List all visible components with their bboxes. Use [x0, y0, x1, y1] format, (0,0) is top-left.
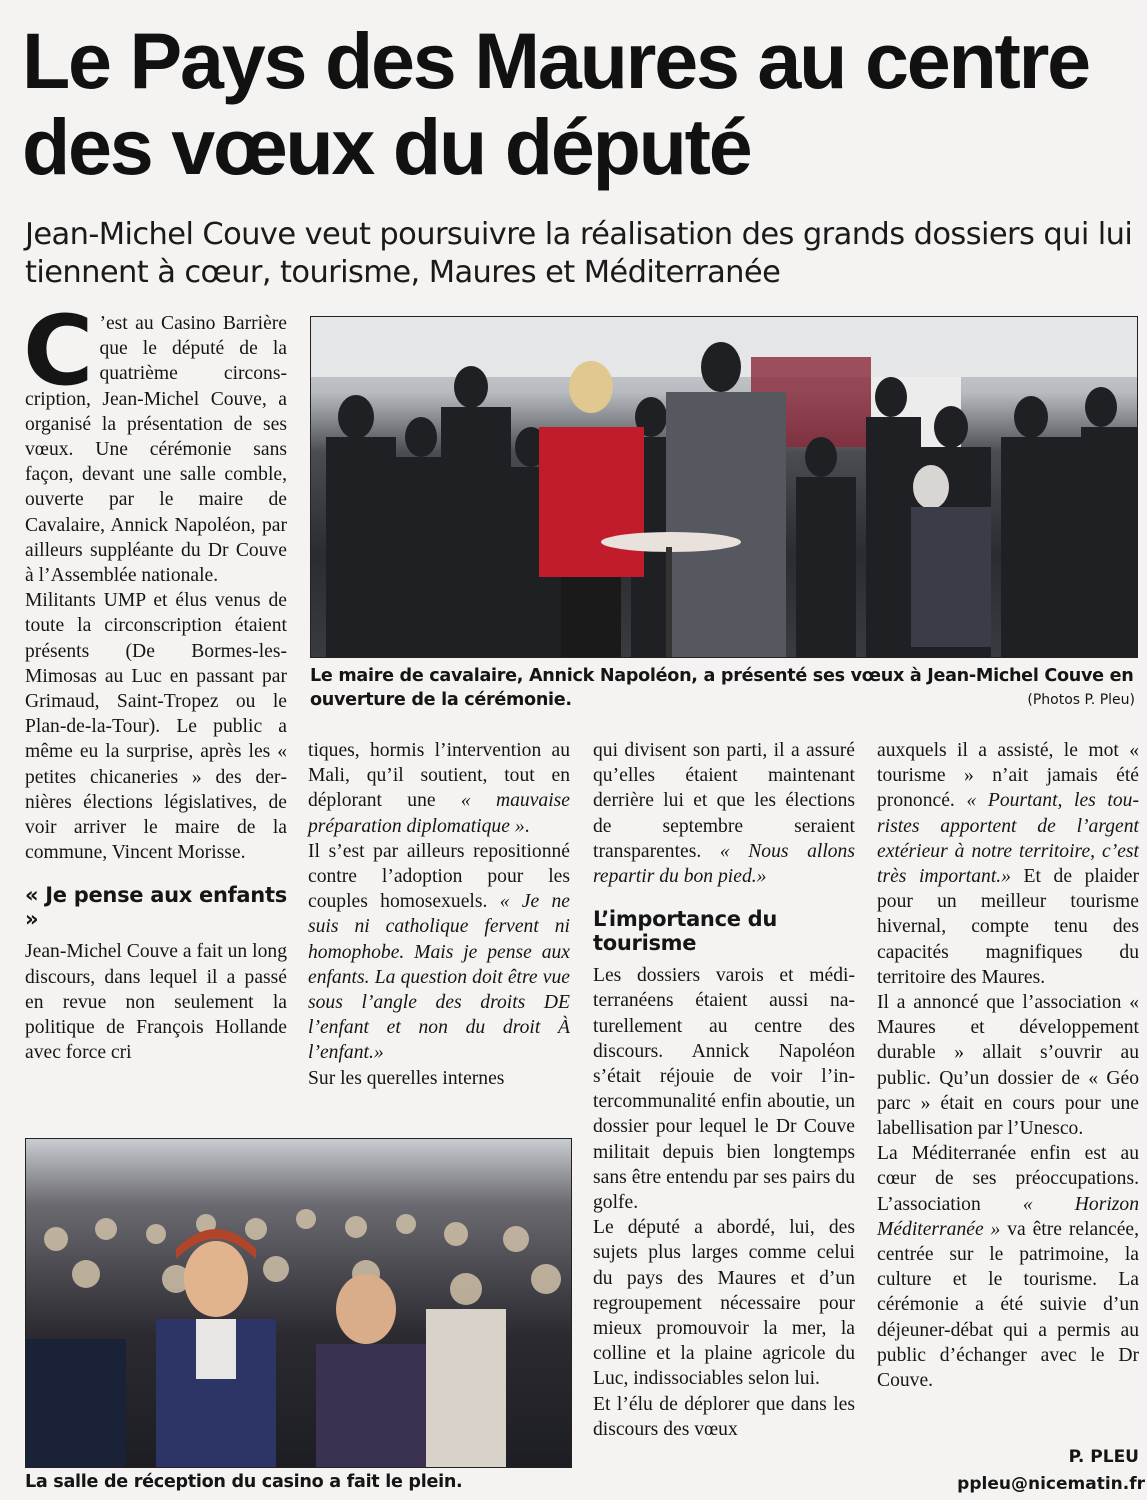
- body-paragraph: [593, 1392, 855, 1442]
- body-paragraph: [593, 963, 855, 1215]
- column-4: [877, 738, 1139, 1393]
- byline-author: P. PLEU: [1068, 1447, 1139, 1467]
- section-heading: « Je pense aux enfants »: [25, 883, 287, 932]
- column-3: [593, 738, 855, 1442]
- photo-ceremony: [310, 316, 1138, 658]
- column-2: [308, 738, 570, 1091]
- byline: [877, 1445, 1145, 1498]
- photo-room-caption: La salle de réception du casino a fait le plein.: [25, 1472, 463, 1492]
- body-paragraph: [308, 1066, 570, 1091]
- photo-ceremony-image: [311, 317, 1137, 657]
- text-run: .: [524, 815, 530, 837]
- photo-credit: (Photos P. Pleu): [1027, 692, 1135, 708]
- photo-ceremony-caption: Le maire de cavalaire, Annick Napoléon, a présenté ses vœux à Jean-Michel Couve en ouverture de la cérémonie.: [310, 666, 1134, 710]
- text-run: Il a annoncé que l’association « Maures et développement durable » allait s’ouvrir au public. Qu’un dossier de « Géo parc » était en cours pour une labellisation par l’Unesco.: [877, 992, 1139, 1140]
- body-paragraph: [23, 295, 287, 588]
- body-paragraph: [877, 1141, 1139, 1393]
- headline-line-1: Le Pays des Maures au centre: [22, 16, 1089, 105]
- subheadline: Jean-Michel Couve veut poursuivre la réalisation des grands dossiers qui lui tiennent à cœur, tourisme, Maures et Méditerranée: [25, 217, 1133, 290]
- column-1: [23, 295, 287, 1065]
- text-run: ’est au Casino Barrière que le député de la quatrième circonscription, Jean-Michel Couve, a organisé la présentation de ses vœux. Une cérémonie sans façon, devant une salle comble, ouverte par le maire de Cavalaire, Annick Napoléon, par ailleurs suppléante du Dr Couve à l’Assemblée nationale.: [25, 313, 287, 587]
- body-paragraph: [25, 588, 287, 865]
- body-paragraph: [593, 738, 855, 889]
- body-paragraph: [877, 738, 1139, 990]
- body-paragraph: [308, 738, 570, 839]
- headline-line-2: des vœux du député: [22, 102, 751, 191]
- text-run: Et de plaider pour un meilleur tourisme hivernal, compte tenu des capacités magnifiques du territoire des Maures.: [877, 866, 1139, 988]
- photo-room: [25, 1138, 572, 1468]
- body-paragraph: [593, 1215, 855, 1391]
- drop-cap: C: [23, 295, 94, 407]
- text-run: qui divisent son parti, il a assuré qu’elles étaient maintenant derrière lui et que les élections de septembre seraient transparentes.: [593, 740, 855, 862]
- text-run: Sur les querelles internes: [308, 1067, 505, 1089]
- text-run: Militants UMP et élus venus de toute la circonscription étaient présents (De Bormes-les-Mimosas au Luc en passant par Grimaud, Saint-Tropez ou le Plan-de-la-Tour). Le public a même eu la surprise, après les « petites chicaneries » des dernières élections législatives, de voir arriver le maire de la commune, Vincent Morisse.: [25, 590, 287, 864]
- text-run: Les dossiers varois et méditerranéens étaient aussi naturellement au centre des discours. Annick Napoléon s’était réjouie de voir l’intercommunalité enfin aboutie, un dossier pour lequel le Dr Couve militait depuis bien longtemps sans être entendu par ses pairs du golfe.: [593, 965, 855, 1214]
- text-run: Jean-Michel Couve a fait un long discours, dans lequel il a passé en revue non seulement la politique de François Hollande avec force cri: [25, 941, 287, 1064]
- byline-email[interactable]: ppleu@nicematin.fr: [957, 1474, 1145, 1494]
- body-paragraph: [877, 990, 1139, 1141]
- section-heading: L’importance du tourisme: [593, 907, 778, 956]
- body-paragraph: [308, 839, 570, 1066]
- body-paragraph: [25, 939, 287, 1065]
- quote-text: « Horizon Méditerranée »: [877, 1193, 1139, 1240]
- headline: [22, 18, 1142, 190]
- quote-text: « mauvaise préparation diplomatique »: [308, 790, 570, 837]
- text-run: Il s’est par ailleurs repositionné contre l’adoption pour les couples homosexuels.: [308, 840, 570, 913]
- text-run: va être relancée, centrée sur le patrimoine, la culture et le tourisme. La cérémonie a été suivie d’un déjeuner-débat qui a permis au public d’échanger avec le Dr Couve.: [877, 1218, 1139, 1392]
- text-run: Et l’élu de déplorer que dans les discours des vœux: [593, 1393, 855, 1440]
- quote-text: « Je ne suis ni catholique fervent ni homophobe. Mais je pense aux enfants. La question doit être vue sous l’angle des droits DE l’enfant et non du droit À l’enfant.»: [308, 891, 570, 1064]
- text-run: Le député a abordé, lui, des sujets plus larges comme celui du pays des Maures et d’un regroupement nécessaire pour mieux promouvoir la mer, la colline et la plaine agricole du Luc, indissociables selon lui.: [593, 1217, 855, 1390]
- quote-text: « Nous allons repartir du bon pied.»: [593, 840, 855, 888]
- photo-room-image: [26, 1139, 571, 1467]
- quote-text: « Pourtant, les touristes apportent de l’argent extérieur à notre territoire, c’est très important.»: [877, 790, 1139, 888]
- text-run: tiques, hormis l’intervention au Mali, qu’il soutient, tout en déplorant une: [308, 740, 570, 812]
- text-run: La Méditerranée enfin est au cœur de ses préoccupations. L’association: [877, 1143, 1139, 1215]
- text-run: auxquels il a assisté, le mot « tourisme » n’ait jamais été prononcé.: [877, 740, 1139, 812]
